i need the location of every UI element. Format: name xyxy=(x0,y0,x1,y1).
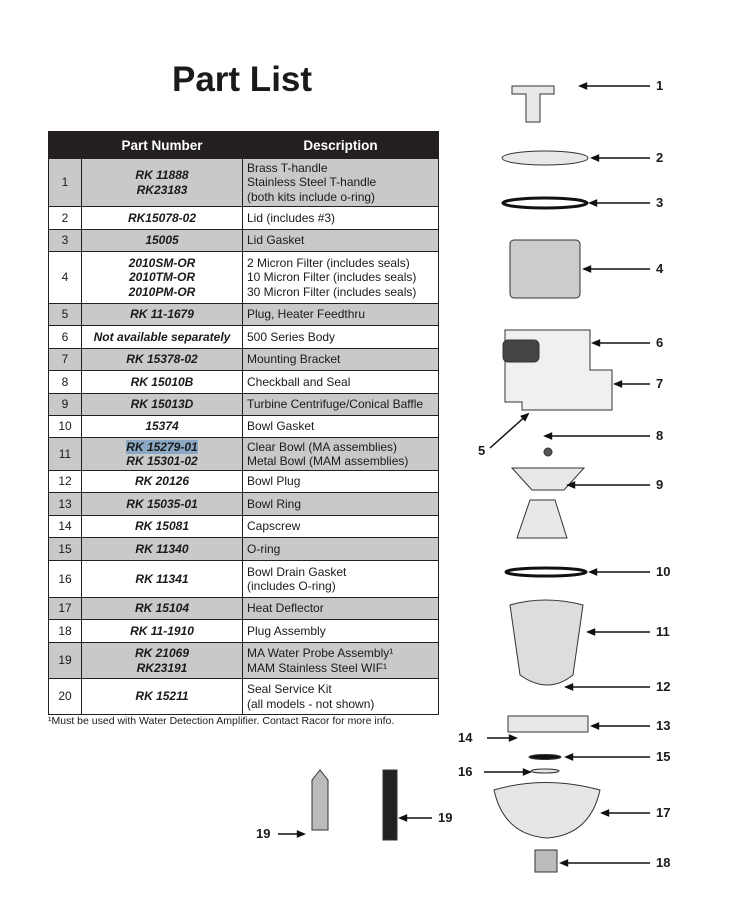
item-number: 13 xyxy=(49,493,82,516)
body-window xyxy=(503,340,539,362)
callout-label: 8 xyxy=(656,428,664,443)
header-description: Description xyxy=(243,132,439,159)
item-number: 9 xyxy=(49,394,82,416)
part-number-line: 2010SM-OR xyxy=(128,255,196,270)
callout-label: 9 xyxy=(656,477,664,492)
part-number-line: 2010TM-OR xyxy=(128,270,196,285)
description-line: 30 Micron Filter (includes seals) xyxy=(247,284,417,299)
description-line: Capscrew xyxy=(247,519,301,534)
part-number-line: RK 11341 xyxy=(135,571,189,586)
baffle-part xyxy=(517,500,567,538)
description-line: 500 Series Body xyxy=(247,329,336,344)
part-number-line: RK 15035-01 xyxy=(126,496,198,511)
part-number-line: 15374 xyxy=(145,419,179,434)
page-title: Part List xyxy=(172,60,313,99)
arrowhead-icon xyxy=(566,684,572,689)
description-line: MAM Stainless Steel WIF¹ xyxy=(247,660,388,675)
part-number-line: RK 15104 xyxy=(134,601,190,616)
checkball-part xyxy=(544,448,552,456)
item-number: 2 xyxy=(49,207,82,230)
drain-gasket-part xyxy=(531,769,559,773)
arrowhead-icon xyxy=(615,381,621,386)
part-number-line: RK 15301-02 xyxy=(126,454,198,468)
description-line: (both kits include o-ring) xyxy=(247,189,376,204)
description-line: Lid (includes #3) xyxy=(247,210,336,225)
bowl-gasket-part xyxy=(506,568,586,576)
lid-part xyxy=(502,151,588,165)
arrowhead-icon xyxy=(592,723,598,728)
item-number: 20 xyxy=(49,679,82,715)
part-number-line: RK 21069 xyxy=(134,646,190,660)
heat-deflector-part xyxy=(494,783,600,839)
part-number-line: 2010PM-OR xyxy=(128,284,196,299)
part-number-line: RK 11-1679 xyxy=(130,307,194,322)
item-number: 8 xyxy=(49,371,82,394)
callout-label: 4 xyxy=(656,261,664,276)
part-number-line: RK 15010B xyxy=(130,374,194,389)
arrowhead-icon xyxy=(524,769,530,774)
part-number-line: RK 15081 xyxy=(134,519,190,534)
arrowhead-icon xyxy=(566,754,572,759)
description-line: Seal Service Kit xyxy=(247,682,332,696)
part-number-line: RK 20126 xyxy=(134,474,190,489)
lid-gasket-part xyxy=(503,198,587,208)
part-number-line: RK15078-02 xyxy=(127,210,197,225)
description-line: Bowl Drain Gasket xyxy=(247,564,347,579)
description-line: Bowl Gasket xyxy=(247,419,315,434)
part-number-line: RK23183 xyxy=(136,182,188,197)
description-line: O-ring xyxy=(247,541,281,556)
description-line: (includes O-ring) xyxy=(247,579,336,593)
callout-label: 6 xyxy=(656,335,664,350)
part-number-line: RK 15378-02 xyxy=(126,352,198,367)
callout-label: 13 xyxy=(656,718,671,733)
arrowhead-icon xyxy=(602,810,608,815)
bowl-ring-part xyxy=(508,716,588,732)
header-part-number: Part Number xyxy=(82,132,243,159)
callout-label: 17 xyxy=(656,805,671,820)
description-line: Bowl Ring xyxy=(247,496,302,511)
item-number: 3 xyxy=(49,230,82,252)
t-handle-part xyxy=(512,86,554,122)
item-number: 18 xyxy=(49,620,82,643)
part-number-line: RK 11888 xyxy=(135,168,189,182)
item-number: 7 xyxy=(49,349,82,371)
bowl-part xyxy=(510,600,583,685)
description-line: Clear Bowl (MA assemblies) xyxy=(247,439,398,454)
item-number: 19 xyxy=(49,643,82,679)
part-number-line: RK 15279-01 xyxy=(126,439,198,454)
description-line: Checkball and Seal xyxy=(247,374,351,389)
callout-label: 16 xyxy=(458,764,473,779)
description-line: MA Water Probe Assembly¹ xyxy=(247,646,394,660)
description-line: Brass T-handle xyxy=(247,160,328,175)
arrowhead-icon xyxy=(400,815,406,820)
description-line: (all models - not shown) xyxy=(247,696,375,711)
item-number: 10 xyxy=(49,416,82,438)
part-number-line: RK 15013D xyxy=(130,397,194,412)
description-line: 10 Micron Filter (includes seals) xyxy=(247,270,417,285)
description-line: Mounting Bracket xyxy=(247,352,341,367)
description-line: Metal Bowl (MAM assemblies) xyxy=(247,454,409,468)
plug-assembly-part xyxy=(535,850,557,872)
item-number: 4 xyxy=(49,252,82,304)
callout-label: 12 xyxy=(656,679,671,694)
arrowhead-icon xyxy=(561,860,567,865)
filter-part xyxy=(510,240,580,298)
item-number: 12 xyxy=(49,471,82,493)
part-number-line: RK23191 xyxy=(136,660,188,675)
description-line: Plug, Heater Feedthru xyxy=(247,307,366,322)
arrowhead-icon xyxy=(580,83,586,88)
callout-label: 15 xyxy=(656,749,671,764)
description-line: Turbine Centrifuge/Conical Baffle xyxy=(247,397,424,412)
description-line: 2 Micron Filter (includes seals) xyxy=(247,255,410,270)
callout-label: 5 xyxy=(478,443,486,458)
description-line: Lid Gasket xyxy=(247,233,305,248)
arrowhead-icon xyxy=(298,831,304,836)
item-number: 11 xyxy=(49,438,82,471)
item-number: 17 xyxy=(49,598,82,620)
footnote: ¹Must be used with Water Detection Amplifier. Contact Racor for more info. xyxy=(48,715,395,727)
part-number-line: RK 15211 xyxy=(135,689,189,704)
callout-label: 11 xyxy=(656,624,670,639)
item-number: 16 xyxy=(49,561,82,598)
callout-label: 10 xyxy=(656,564,671,579)
part-number-line: RK 11340 xyxy=(135,541,189,556)
o-ring-part xyxy=(529,755,561,760)
callout-arrow xyxy=(490,414,528,448)
item-number: 14 xyxy=(49,516,82,538)
item-number: 1 xyxy=(49,159,82,207)
item-number: 5 xyxy=(49,304,82,326)
description-line: Heat Deflector xyxy=(247,601,324,616)
arrowhead-icon xyxy=(545,433,551,438)
item-number: 6 xyxy=(49,326,82,349)
callout-label: 3 xyxy=(656,195,664,210)
callout-label: 1 xyxy=(656,78,664,93)
callout-label: 2 xyxy=(656,150,664,165)
part-number-line: Not available separately xyxy=(93,329,231,344)
part-number-line: 15005 xyxy=(145,233,179,248)
arrowhead-icon xyxy=(592,155,598,160)
description-line: Bowl Plug xyxy=(247,474,301,489)
callout-label: 7 xyxy=(656,376,664,391)
arrowhead-icon xyxy=(593,340,599,345)
arrowhead-icon xyxy=(510,735,516,740)
arrowhead-icon xyxy=(588,629,594,634)
wif-probe-part xyxy=(383,770,397,840)
callout-label: 18 xyxy=(656,855,671,870)
description-line: Stainless Steel T-handle xyxy=(247,175,377,190)
arrowhead-icon xyxy=(590,200,596,205)
callout-label: 14 xyxy=(458,730,473,745)
part-number-line: RK 11-1910 xyxy=(130,623,194,638)
description-line: Plug Assembly xyxy=(247,623,326,638)
water-probe-part xyxy=(312,770,328,830)
arrowhead-icon xyxy=(584,266,590,271)
callout-label: 19 xyxy=(438,810,453,825)
item-number: 15 xyxy=(49,538,82,561)
arrowhead-icon xyxy=(590,569,596,574)
callout-label: 19 xyxy=(256,826,271,841)
